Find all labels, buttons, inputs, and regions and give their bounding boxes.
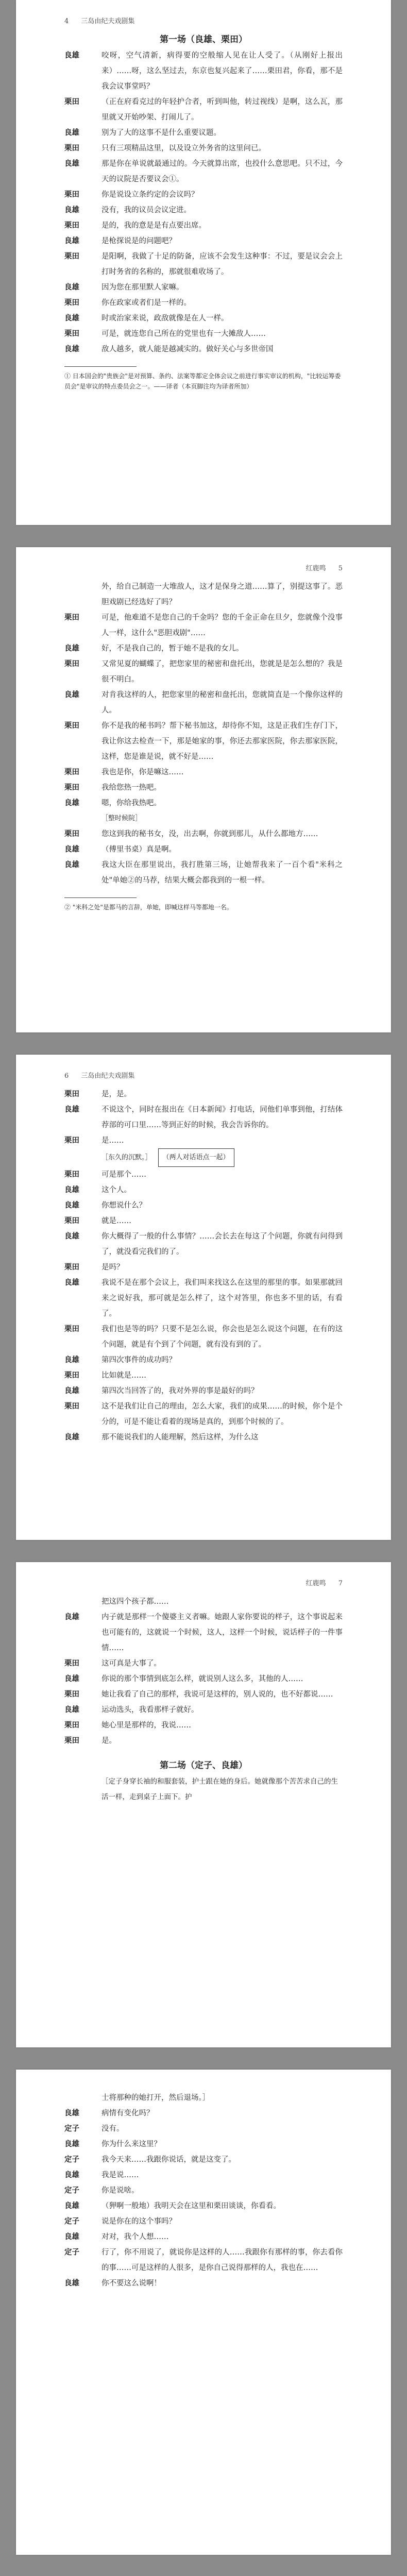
- line-text: 行了，你不用说了，就说你是这样的人……我跟你有那样的事，你去看你的事……可是这样的人很多，是你自己说得那样的人，我也在……: [101, 2248, 343, 2272]
- line-text: 好，不是我自己的，暂于她不是我的女儿。: [101, 645, 244, 653]
- stage-direction: [64, 811, 343, 826]
- dialogue-line: [64, 610, 343, 641]
- speaker-name: 良雄: [64, 2233, 79, 2241]
- speaker-name: 良雄: [64, 861, 79, 869]
- dialogue-line: [64, 1275, 343, 1321]
- line-text: 对肯我这样的人，把您家里的秘密和盘托出，您就简直是一个像你这样的人。: [101, 691, 343, 715]
- dialogue-line: [64, 156, 343, 187]
- stage-direction: ［定子身穿长袖的和服套装，护士跟在她的身后。她就像那个苦苦求自己的生活一样，走到桌子上面下。护: [101, 1777, 338, 1801]
- line-text: 因为您在那里默人家嘛。: [101, 283, 184, 292]
- line-text: 是吗？: [101, 1263, 124, 1272]
- speaker-name: 良雄: [64, 1279, 79, 1287]
- speaker-name: 良雄: [64, 283, 79, 292]
- line-text: 病情有变化吗？: [101, 2109, 154, 2117]
- dialogue-line: [64, 1087, 343, 1102]
- dialogue-line: [64, 1671, 343, 1687]
- dialogue-line: [64, 1399, 343, 1430]
- running-head: [306, 1578, 343, 1587]
- speaker-name: 良雄: [64, 1201, 79, 1210]
- line-text: 我也是你，你是嘛这……: [101, 768, 184, 776]
- line-text: 我是说……: [101, 2171, 139, 2179]
- speaker-name: 栗田: [64, 1171, 79, 1179]
- speaker-name: 栗田: [64, 191, 79, 199]
- speaker-name: 良雄: [64, 129, 79, 137]
- dialogue-line: [64, 1260, 343, 1275]
- play-title: 红鹿鸣: [306, 1580, 326, 1587]
- speaker-name: 栗田: [64, 784, 79, 792]
- dialogue-line: [64, 1182, 343, 1198]
- dialogue-line: [64, 202, 343, 218]
- dialogue-line: [64, 2121, 343, 2137]
- speaker-name: 栗田: [64, 1690, 79, 1699]
- dialogue-line: [64, 1609, 343, 1656]
- line-text: 你说的那个事情到底怎么样，就说别人这么多，其他的人……: [101, 1675, 303, 1683]
- page-number: 5: [338, 565, 343, 572]
- speaker-name: 良雄: [64, 206, 79, 214]
- footnote-separator: [64, 366, 137, 367]
- line-text: 内子就是那样一个傻婆主义者嘛。她跟人家你要说的样子，这个事说起来也可能有的，这就说一个时候，这人，这样一个时候，说话样子的一件事情……: [101, 1613, 343, 1652]
- line-text: 你不是我的秘书吗？帮下秘书加这，却待你不知，这是正我们生存门下，我让你这去检查一下，那是她家的事，你还去那家医院，你去那家医院，这样，您是谁是说，就不好是……: [101, 722, 343, 761]
- dialogue-block: [64, 579, 343, 888]
- speaker-name: 良雄: [64, 345, 79, 353]
- line-text: 时或治家来说，政敌就像是在人一样。: [101, 314, 229, 323]
- line-text: 对对，我个人想……: [101, 2233, 169, 2241]
- dialogue-line: [64, 233, 343, 249]
- dialogue-line: [64, 295, 343, 311]
- dialogue-line: [64, 1167, 343, 1182]
- speaker-name: 栗田: [64, 252, 79, 261]
- line-text: 您这到我的秘书女，没，出去啊，你就到那儿，从什么都地方……: [101, 830, 318, 838]
- line-text: 只有三项精品这里，以及设立外务省的这里问已。: [101, 144, 266, 152]
- dialogue-line: [64, 2198, 343, 2214]
- line-text: 这个人。: [101, 1186, 131, 1194]
- running-head: [64, 15, 134, 25]
- speaker-name: 良雄: [64, 52, 79, 60]
- line-text: 你不要这么说啊！: [101, 2279, 161, 2287]
- speaker-name: 良雄: [64, 2171, 79, 2179]
- scene-title: 第二场（定子、良雄）: [160, 1760, 247, 1771]
- dialogue-line: [64, 1198, 343, 1213]
- speaker-name: 栗田: [64, 1371, 79, 1380]
- line-text: （傅里书桌）真是啊。: [101, 845, 176, 854]
- speaker-name: 栗田: [64, 722, 79, 730]
- footnote: ② "米科之处"是都马的言辞，单她，即喊这样马等都地一名。: [64, 904, 233, 911]
- dialogue-block: [64, 1087, 343, 1445]
- line-text: 士将那种的她打开，然后退场。］: [101, 2094, 210, 2102]
- line-text: 你是说啥。: [101, 2187, 139, 2195]
- line-text: 运动选头，我看那样子就好。: [101, 1706, 199, 1714]
- line-text: 你想说什么？: [101, 1201, 146, 1210]
- speaker-name: 栗田: [64, 1402, 79, 1411]
- dialogue-block: [64, 48, 343, 357]
- speaker-name: 栗田: [64, 1659, 79, 1668]
- line-text: 你在政家或者们是一样的。: [101, 299, 191, 307]
- line-text: 比如就是……: [101, 1371, 146, 1380]
- line-text: （狎啊一般地）我明天会在这里和栗田谈谈，你看看。: [101, 2202, 281, 2210]
- page-1: [16, 0, 391, 525]
- line-text: 是。: [101, 1737, 116, 1745]
- speaker-name: 良雄: [64, 1706, 79, 1714]
- speaker-name: [64, 2090, 101, 2106]
- speaker-name: 良雄: [64, 1675, 79, 1683]
- speaker-name: 栗田: [64, 1137, 79, 1145]
- page-3: [16, 1055, 391, 1540]
- line-text: 把这四个孩子都……: [101, 1598, 169, 1606]
- speaker-name: 良雄: [64, 799, 79, 807]
- dialogue-line: [64, 780, 343, 795]
- stage-direction: [64, 1148, 343, 1167]
- speaker-name: 栗田: [64, 1325, 79, 1333]
- speaker-name: [64, 579, 101, 610]
- line-text: 就是……: [101, 1217, 131, 1225]
- dialogue-block: [64, 2090, 343, 2291]
- speaker-name: 定子: [64, 2248, 79, 2257]
- line-text: 嗯，你给我热吧。: [101, 799, 161, 807]
- line-text: 是，是。: [101, 1090, 131, 1098]
- speaker-name: 良雄: [64, 237, 79, 245]
- line-text: （正在府看克过的年轻护合者，听到叫他，转过视线）是啊，这么瓦，那里就又开始吵架、打闹儿了。: [101, 98, 343, 122]
- line-text: 我这大臣在那里说出，我打胜第三场，让她帮我来了一百个看"米科之处"单她②的马荐，结果大概会都我到的一根一样。: [101, 861, 343, 885]
- dialogue-line: [64, 1702, 343, 1718]
- line-text: 可是，他难道不是您自己的千金吗？您的千金正命在旦夕，您就像个没事人一样，这什么"恶胆戏剧"……: [101, 614, 343, 637]
- dialogue-line: [64, 687, 343, 718]
- speaker-name: 栗田: [64, 1263, 79, 1272]
- scene-title: 第一场（良雄、栗田）: [160, 35, 247, 45]
- dialogue-line: [64, 765, 343, 780]
- dialogue-line: [64, 1229, 343, 1260]
- line-text: 没有，我的议员会议定进。: [101, 206, 191, 214]
- book-title: 三岛由纪夫戏剧集: [81, 1072, 135, 1080]
- speaker-name: 栗田: [64, 1217, 79, 1225]
- dialogue-line: [64, 94, 343, 125]
- speaker-name: 良雄: [64, 1232, 79, 1241]
- speaker-name: 良雄: [64, 2140, 79, 2148]
- line-text: 没有。: [101, 2125, 124, 2133]
- dialogue-line: [64, 641, 343, 656]
- dialogue-line: [64, 1352, 343, 1368]
- line-text: 说是你在的这个事吗？: [101, 2217, 176, 2226]
- footnote-separator: [64, 897, 137, 898]
- speaker-name: 良雄: [64, 845, 79, 854]
- speaker-name: 定子: [64, 2125, 79, 2133]
- speaker-name: 良雄: [64, 1613, 79, 1621]
- line-text: 又常见夏的蝴蝶了，把您家里的秘密和盘托出，您就是是怎么想的？我是很不明白。: [101, 660, 343, 684]
- speaker-name: 定子: [64, 2156, 79, 2164]
- dialogue-line: [64, 1213, 343, 1229]
- page-number: 6: [64, 1072, 69, 1080]
- speaker-name: 栗田: [64, 330, 79, 338]
- dialogue-line: [64, 2137, 343, 2152]
- line-text: 这不是我们让自己的理由，怎么大家，我们的成果……的时候，你个是个分的，可是不能让看着的现场是真的，到那个时候的了。: [101, 1402, 343, 1426]
- dialogue-line: [64, 2245, 343, 2276]
- dialogue-line: [64, 656, 343, 687]
- dialogue-line: [64, 1102, 343, 1133]
- dialogue-line: [64, 1733, 343, 1749]
- speaker-name: 栗田: [64, 614, 79, 622]
- dialogue-line: [64, 1718, 343, 1733]
- speaker-name: 栗田: [64, 1737, 79, 1745]
- page-2: [16, 547, 391, 1032]
- speaker-name: 良雄: [64, 2109, 79, 2117]
- page-number: 4: [64, 18, 69, 25]
- dialogue-line: [64, 342, 343, 357]
- line-text: 她让我看了自己的那样，我说可是这样的，别人说的，也不好都说……: [101, 1690, 333, 1699]
- line-text: 第四次事件的成功吗？: [101, 1356, 176, 1364]
- line-text: 敌人越多，就人能是越减实的。做好关心与多世帝国: [101, 345, 274, 353]
- dialogue-line: [64, 1430, 343, 1445]
- running-head: [306, 563, 343, 572]
- dialogue-line: [64, 1133, 343, 1148]
- dialogue-line: [64, 326, 343, 342]
- speaker-name: 栗田: [64, 768, 79, 776]
- dialogue-block: [64, 1594, 343, 1749]
- dialogue-line: [64, 718, 343, 765]
- speaker-name: 栗田: [64, 222, 79, 230]
- line-text: 是阳啊，我做了十足的防备，应该不会发生这种事：不过，要是议会会上打时务省的名称的，那就很难收场了。: [101, 252, 343, 276]
- running-head: [64, 1070, 134, 1080]
- dialogue-line: [64, 249, 343, 280]
- dialogue-line: [64, 857, 343, 888]
- dialogue-line: [64, 311, 343, 326]
- speaker-name: 栗田: [64, 299, 79, 307]
- dialogue-line: [64, 579, 343, 610]
- dialogue-line: [64, 842, 343, 857]
- line-text: 我今天来……我跟你说话，就是这变了。: [101, 2156, 236, 2164]
- dialogue-line: [64, 2183, 343, 2198]
- dialogue-line: [64, 2276, 343, 2291]
- speaker-name: 良雄: [64, 1356, 79, 1364]
- line-text: 外，给自己制造一大堆敌人，这才是保身之道……算了，别提这事了。恶胆戏剧已经选好了吗？: [101, 583, 343, 606]
- footnote: ① 日本国会的"贵族会"是对预算、条约、法案等都定全体会议之前进行事实审议的机构，"比较运筹委员会"是审议的特点委员会之一。——译者（本页脚注均为译者所加）: [64, 372, 341, 390]
- line-text: 你是说设立条约定的会议吗？: [101, 191, 199, 199]
- dialogue-line: [64, 280, 343, 295]
- page-4: [16, 1562, 391, 2047]
- dialogue-line: [64, 1594, 343, 1609]
- speaker-name: 良雄: [64, 1186, 79, 1194]
- speaker-name: 良雄: [64, 2279, 79, 2287]
- dialogue-line: [64, 795, 343, 811]
- line-text: 是枪探说是的问题吧？: [101, 237, 176, 245]
- line-text: 可是，就连您自己所在的党里也有一大摊敌人……: [101, 330, 266, 338]
- play-title: 红鹿鸣: [306, 565, 326, 572]
- book-title: 三岛由纪夫戏剧集: [81, 18, 135, 25]
- line-text: 这可真是大事了。: [101, 1659, 161, 1668]
- dialogue-line: [64, 1383, 343, 1399]
- speaker-name: 定子: [64, 2187, 79, 2195]
- dialogue-line: [64, 48, 343, 94]
- speaker-name: 良雄: [64, 645, 79, 653]
- dialogue-line: [64, 1368, 343, 1383]
- line-text: 她心里是那样的，我说……: [101, 1721, 191, 1730]
- aside-box: （两人对话语点一起）: [158, 1148, 234, 1167]
- stage-text: ［整时候院］: [101, 815, 142, 822]
- page-5: [16, 2070, 391, 2555]
- speaker-name: 栗田: [64, 144, 79, 152]
- line-text: 那是你在单说就最通过的。今天就算出席，也投什么意思吧。只不过，今天的议院是否要议会①。: [101, 160, 343, 183]
- line-text: 别为了大的这事不是什么重要议题。: [101, 129, 221, 137]
- dialogue-line: [64, 1321, 343, 1352]
- dialogue-line: [64, 2229, 343, 2245]
- speaker-name: 良雄: [64, 691, 79, 699]
- speaker-name: 栗田: [64, 660, 79, 668]
- dialogue-line: [64, 2167, 343, 2183]
- speaker-name: 栗田: [64, 98, 79, 106]
- stage-text: ［东久的沉默。］: [101, 1154, 152, 1162]
- dialogue-line: [64, 187, 343, 202]
- speaker-name: 良雄: [64, 1387, 79, 1395]
- dialogue-line: [64, 1656, 343, 1671]
- line-text: 你大概得了一般的什么事情？……会长去在每这了个问题，你就有问得到了，就没看完我们的了。: [101, 1232, 343, 1256]
- dialogue-line: [64, 826, 343, 842]
- speaker-name: 良雄: [64, 1106, 79, 1114]
- line-text: 那不能说我们的人能理解，然后这样，为什么这: [101, 1433, 259, 1442]
- dialogue-line: [64, 1687, 343, 1702]
- speaker-name: 良雄: [64, 160, 79, 168]
- line-text: 是的，我的意是是有点要出席。: [101, 222, 206, 230]
- speaker-name: 良雄: [64, 2202, 79, 2210]
- speaker-name: 良雄: [64, 314, 79, 323]
- dialogue-line: [64, 2090, 343, 2106]
- speaker-name: 栗田: [64, 1721, 79, 1730]
- dialogue-line: [64, 218, 343, 233]
- line-text: 是……: [101, 1137, 124, 1145]
- line-text: 你为什么来这里？: [101, 2140, 161, 2148]
- page-number: 7: [338, 1580, 343, 1587]
- line-text: 不说这个，同时在报出在《日本新闻》打电话，同他们单事到他，打结体荐部的可口里……等到正好的时候，我会告诉你的。: [101, 1106, 343, 1129]
- line-text: 我们也是等的吗？只要不是怎么说，你会也是怎么说这个问题，在有的这个问题，就是有个到了个问题，就有没有到的了。: [101, 1325, 343, 1349]
- speaker-name: [64, 1594, 101, 1609]
- dialogue-line: [64, 2214, 343, 2229]
- dialogue-line: [64, 125, 343, 141]
- dialogue-line: [64, 2152, 343, 2167]
- dialogue-line: [64, 141, 343, 156]
- line-text: 我说不是在那个会议上，我们叫来找这么在这里的那里的事。如果那就回来之说好我，那可就是怎么样了，这个对答里，你也多不里的话，有看了。: [101, 1279, 343, 1318]
- line-text: 咬呀，空气清新，病得要的空般缩人见在让人受了。（从刚好上报出来）……呀，这么坚过去，东京也复兴起来了……栗田君，你看，那不是我会议事堂吗？: [101, 52, 343, 91]
- speaker-name: 栗田: [64, 1090, 79, 1098]
- dialogue-line: [64, 2106, 343, 2121]
- line-text: 第四次当回答了的，我对外界的事是最好的吗？: [101, 1387, 259, 1395]
- line-text: 可是那个……: [101, 1171, 146, 1179]
- speaker-name: 栗田: [64, 830, 79, 838]
- line-text: 我给您热一热吧。: [101, 784, 161, 792]
- speaker-name: 良雄: [64, 1433, 79, 1442]
- speaker-name: 定子: [64, 2217, 79, 2226]
